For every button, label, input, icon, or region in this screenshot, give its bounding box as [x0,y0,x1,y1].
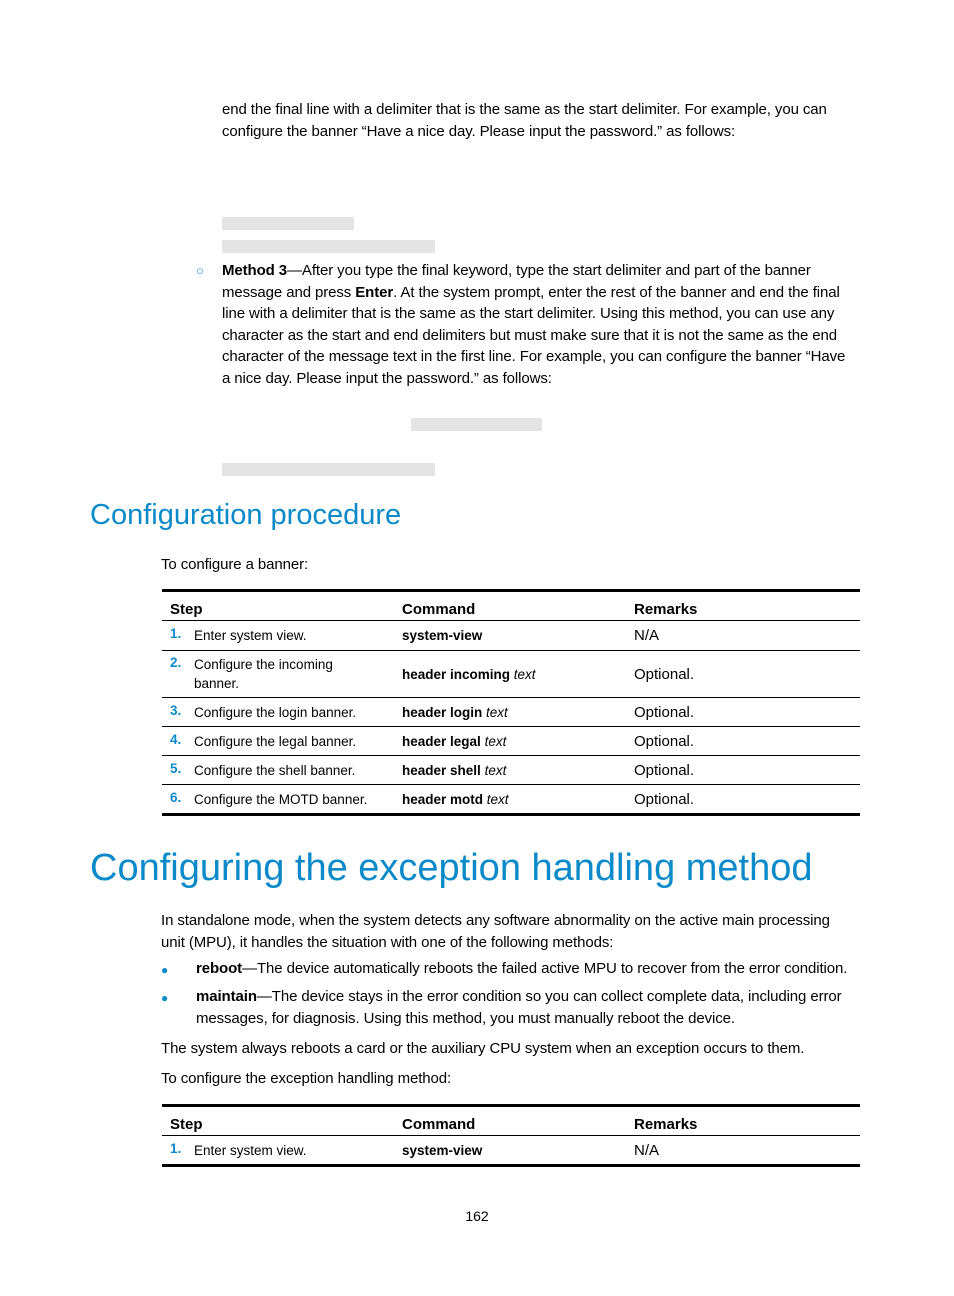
remark: Optional. [626,756,860,785]
step-number: 5. [170,760,182,776]
method3-line-4: character as the start and end delimiters but must make sure that it is not the same as the end [222,326,837,344]
step-description: Configure the legal banner. [194,733,357,749]
step-number: 2. [170,655,182,670]
intro-line-1: end the final line with a delimiter that is the same as the start delimiter. For example, you can [222,101,827,118]
command-keyword: header login [402,704,483,720]
method3-line-3: line with a delimiter that is the same as the start delimiter. Using this method, you can use any [222,305,835,322]
bullet-maintain [196,986,864,1029]
step-number: 1. [170,1140,182,1156]
step-description: Configure the MOTD banner. [194,791,368,807]
section-heading-configuration-procedure: Configuration procedure [90,499,402,531]
step-description: Enter system view. [194,1142,307,1158]
step-description: Configure the incoming banner. [194,657,333,691]
table-row [162,1136,860,1166]
redacted-code-line [411,418,542,431]
bullet-icon: ● [161,991,169,1005]
remark: Optional. [626,651,860,698]
table-header-row [162,591,860,621]
command-argument: text [486,791,509,807]
method3-text-a: —After you type the final keyword, type the start delimiter and part of the banner [287,262,811,279]
enter-keyword: Enter [355,283,394,301]
remark: Optional. [626,727,860,756]
chapter-heading-exception-handling: Configuring the exception handling method [90,847,813,889]
exception-config-table [162,1104,860,1167]
redacted-code-line [222,240,435,253]
step-number: 4. [170,731,182,747]
header-step: Step [162,591,394,621]
table-row [162,698,860,727]
table-row [162,651,860,698]
exception-paragraph-1 [161,910,864,953]
intro-line-2: configure the banner “Have a nice day. Please input the password.” as follows: [222,122,736,140]
table-row [162,727,860,756]
step-description: Configure the login banner. [194,704,357,720]
exception-intro: To configure the exception handling method: [161,1070,452,1087]
table-row [162,756,860,785]
method3-label: Method 3 [222,262,288,279]
bullet-reboot [196,958,847,980]
command-keyword: header incoming [402,666,511,682]
header-command: Command [394,591,626,621]
maintain-text: —The device stays in the error condition so you can collect complete data, including error [256,988,842,1005]
circle-bullet-icon: ○ [196,263,204,278]
command-keyword: system-view [402,628,483,643]
maintain-label: maintain [196,988,257,1005]
table-header-row [162,1106,860,1136]
command-keyword: system-view [402,1142,483,1158]
command-argument: text [486,704,508,720]
bullet-icon: ● [161,963,169,977]
step-number: 6. [170,789,182,805]
banner-config-table [162,589,860,816]
intro-paragraph [222,99,827,142]
command-keyword: header motd [402,791,484,807]
command-keyword: header shell [402,762,481,778]
command-argument: text [484,733,507,749]
step-description: Configure the shell banner. [194,762,356,778]
page-number: 162 [465,1208,489,1224]
table-row [162,785,860,815]
header-step: Step [162,1106,394,1136]
remark: N/A [626,621,860,651]
header-remarks: Remarks [626,591,860,621]
maintain-line-2: messages, for diagnosis. Using this method, you must manually reboot the device. [196,1009,735,1027]
step-number: 1. [170,626,182,641]
exception-paragraph-2: The system always reboots a card or the auxiliary CPU system when an exception occurs to them. [161,1040,805,1057]
command-argument: text [484,762,507,778]
step-number: 3. [170,702,182,718]
remark: Optional. [626,698,860,727]
command-keyword: header legal [402,733,481,749]
redacted-code-line [222,217,354,230]
reboot-label: reboot [196,960,243,977]
method3-text-b: message and press [222,283,356,301]
header-command: Command [394,1106,626,1136]
step-description: Enter system view. [194,628,307,643]
remark: N/A [626,1136,860,1166]
exception-p1-line-2: unit (MPU), it handles the situation with one of the following methods: [161,933,614,951]
method3-line-5: character of the message text in the first line. For example, you can configure the banner “Have [222,348,846,365]
config-intro: To configure a banner: [161,556,309,573]
redacted-code-line [222,463,435,476]
exception-p1-line-1: In standalone mode, when the system detects any software abnormality on the active main processing [161,912,830,929]
header-remarks: Remarks [626,1106,860,1136]
method3-text-c: . At the system prompt, enter the rest of the banner and end the final [393,283,840,301]
table-row [162,621,860,651]
reboot-text: —The device automatically reboots the failed active MPU to recover from the error condition. [242,960,848,977]
command-argument: text [513,666,536,682]
method3-paragraph [222,260,864,389]
remark: Optional. [626,785,860,815]
method3-line-6: a nice day. Please input the password.” as follows: [222,369,552,387]
